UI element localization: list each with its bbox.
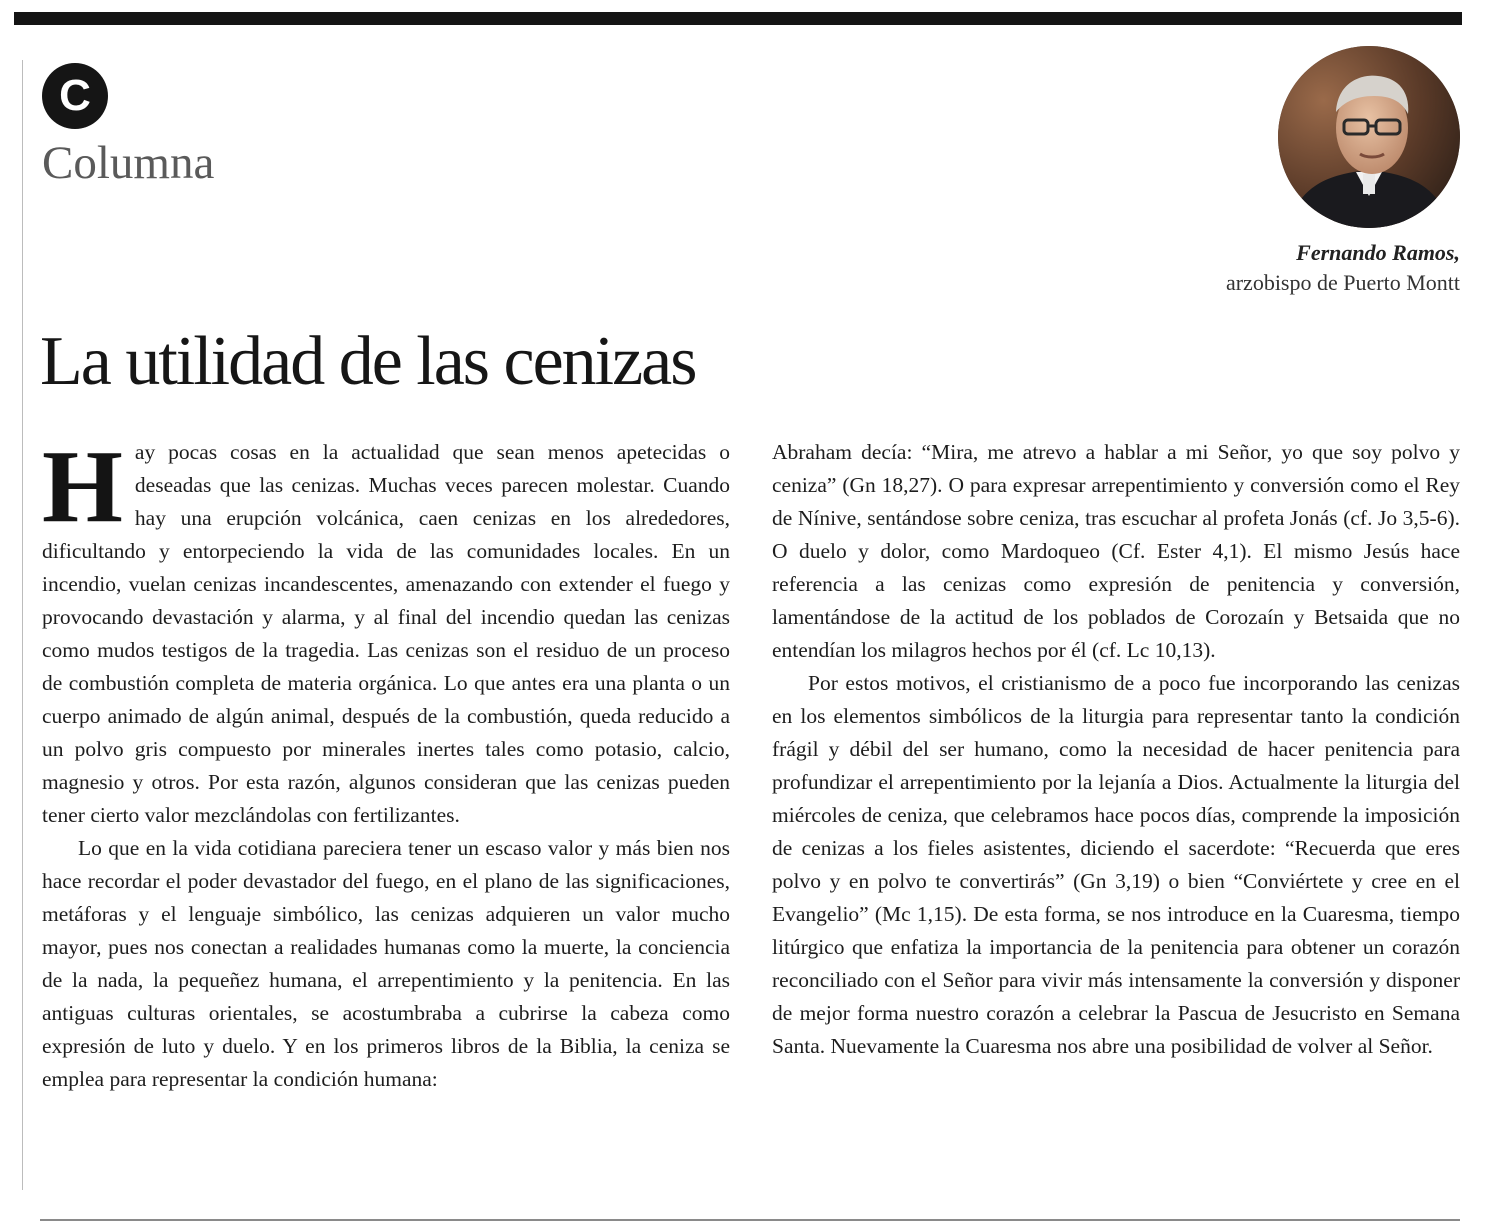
article-headline: La utilidad de las cenizas [40, 323, 696, 400]
author-photo [1278, 46, 1460, 228]
article-column-left [42, 429, 730, 1096]
section-badge: C [42, 63, 108, 129]
author-role: arzobispo de Puerto Montt [1225, 270, 1460, 295]
top-rule [14, 12, 1462, 25]
paragraph-text: ay pocas cosas en la actualidad que sean menos apetecidas o deseadas que las cenizas. Muchas veces parecen molestar. Cuando hay una erupción volcánica, caen cenizas en los alrededores, dificultando y entorpeciendo la vida de las comunidades locales. En un incendio, vuelan cenizas incandescentes, amenazando con extender el fuego y provocando devastación y alarma, y al final del incendio quedan las cenizas como mudos testigos de la tragedia. Las cenizas son el residuo de un proceso de combustión completa de materia orgánica. Lo que antes era una planta o un cuerpo animado de algún animal, después de la combustión, queda reducido a un polvo gris compuesto por minerales inertes tales como potasio, calcio, magnesio y otros. Por esta razón, algunos consideran que las cenizas pueden tener cierto valor mezclándolas con fertilizantes. [42, 440, 730, 827]
article-paragraph: Lo que en la vida cotidiana pareciera tener un escaso valor y más bien nos hace recordar el poder devastador del fuego, en el plano de las significaciones, metáforas y el lenguaje simbólico, las cenizas adquieren un valor mucho mayor, pues nos conectan a realidades humanas como la muerte, la conciencia de la nada, la pequeñez humana, el arrepentimiento y la penitencia. En las antiguas culturas orientales, se acostumbraba a cubrirse la cabeza como expresión de luto y duelo. Y en los primeros libros de la Biblia, la ceniza se emplea para representar la condición humana: [42, 836, 730, 1091]
left-margin-rule [22, 60, 23, 1190]
article-paragraph [42, 429, 730, 832]
section-label: Columna [42, 137, 215, 189]
author-byline [1226, 238, 1460, 298]
article-column-right [772, 436, 1460, 1063]
drop-cap: H [42, 429, 123, 544]
bottom-rule [40, 1219, 1460, 1221]
author-name: Fernando Ramos, [1296, 240, 1460, 265]
author-portrait-icon [1278, 46, 1460, 228]
article-paragraph: Abraham decía: “Mira, me atrevo a hablar a mi Señor, yo que soy polvo y ceniza” (Gn 18,27). O para expresar arrepentimiento y conversión como el Rey de Nínive, sentándose sobre ceniza, tras escuchar al profeta Jonás (cf. Jo 3,5-6). O duelo y dolor, como Mardoqueo (Cf. Ester 4,1). El mismo Jesús hace referencia a las cenizas como expresión de penitencia y conversión, lamentándose de la actitud de los poblados de Corozaín y Betsaida que no entendían los milagros hechos por él (cf. Lc 10,13). [772, 440, 1460, 662]
article-paragraph: Por estos motivos, el cristianismo de a poco fue incorporando las cenizas en los elementos simbólicos de la liturgia para representar tanto la condición frágil y débil del ser humano, como la necesidad de hacer penitencia para profundizar el arrepentimiento por la lejanía a Dios. Actualmente la liturgia del miércoles de ceniza, que celebramos hace pocos días, comprende la imposición de cenizas a los fieles asistentes, diciendo el sacerdote: “Recuerda que eres polvo y en polvo te convertirás” (Gn 3,19) o bien “Conviértete y cree en el Evangelio” (Mc 1,15). De esta forma, se nos introduce en la Cuaresma, tiempo litúrgico que enfatiza la importancia de la penitencia para obtener un corazón reconciliado con el Señor para vivir más intensamente la conversión y disponer de mejor forma nuestro corazón a celebrar la Pascua de Jesucristo en Semana Santa. Nuevamente la Cuaresma nos abre una posibilidad de volver al Señor. [772, 671, 1460, 1058]
